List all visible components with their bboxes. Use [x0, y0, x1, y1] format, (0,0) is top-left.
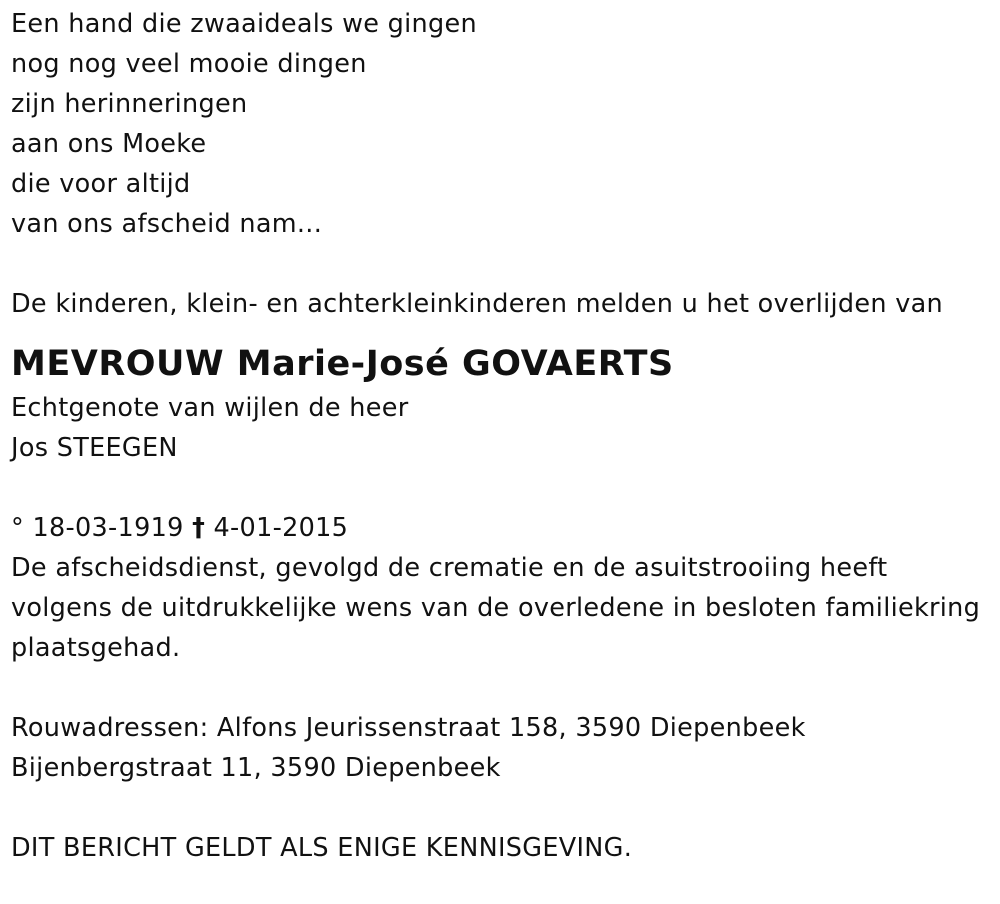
service-line: volgens de uitdrukkelijke wens van de overledene in besloten familiekring	[11, 593, 981, 623]
poem-line: aan ons Moeke	[11, 129, 207, 159]
spacer	[11, 468, 996, 508]
poem-line: Een hand die zwaaideals we gingen	[11, 9, 477, 39]
spouse-name: Jos STEEGEN	[11, 433, 178, 463]
poem-line: die voor altijd	[11, 169, 191, 199]
closing-text: DIT BERICHT GELDT ALS ENIGE KENNISGEVING.	[11, 833, 633, 863]
announcement-text: De kinderen, klein- en achterkleinkinderen melden u het overlijden van	[11, 289, 944, 319]
cross-icon: †	[192, 513, 206, 543]
obituary-notice	[11, 4, 996, 868]
service-line: De afscheidsdienst, gevolgd de crematie en de asuitstrooiing heeft	[11, 553, 888, 583]
spacer	[11, 668, 996, 708]
spacer	[11, 244, 996, 284]
spouse-line: Echtgenote van wijlen de heer	[11, 393, 409, 423]
address-line: Bijenbergstraat 11, 3590 Diepenbeek	[11, 753, 501, 783]
death-date: 4-01-2015	[213, 513, 349, 543]
deceased-name: MEVROUW Marie-José GOVAERTS	[11, 344, 674, 384]
spacer	[11, 788, 996, 828]
poem-line: van ons afscheid nam...	[11, 209, 323, 239]
birth-date: ° 18-03-1919	[11, 513, 184, 543]
service-line: plaatsgehad.	[11, 633, 181, 663]
address-line: Rouwadressen: Alfons Jeurissenstraat 158, 3590 Diepenbeek	[11, 713, 806, 743]
dates-line	[11, 508, 996, 548]
poem-line: zijn herinneringen	[11, 89, 248, 119]
poem-line: nog nog veel mooie dingen	[11, 49, 367, 79]
